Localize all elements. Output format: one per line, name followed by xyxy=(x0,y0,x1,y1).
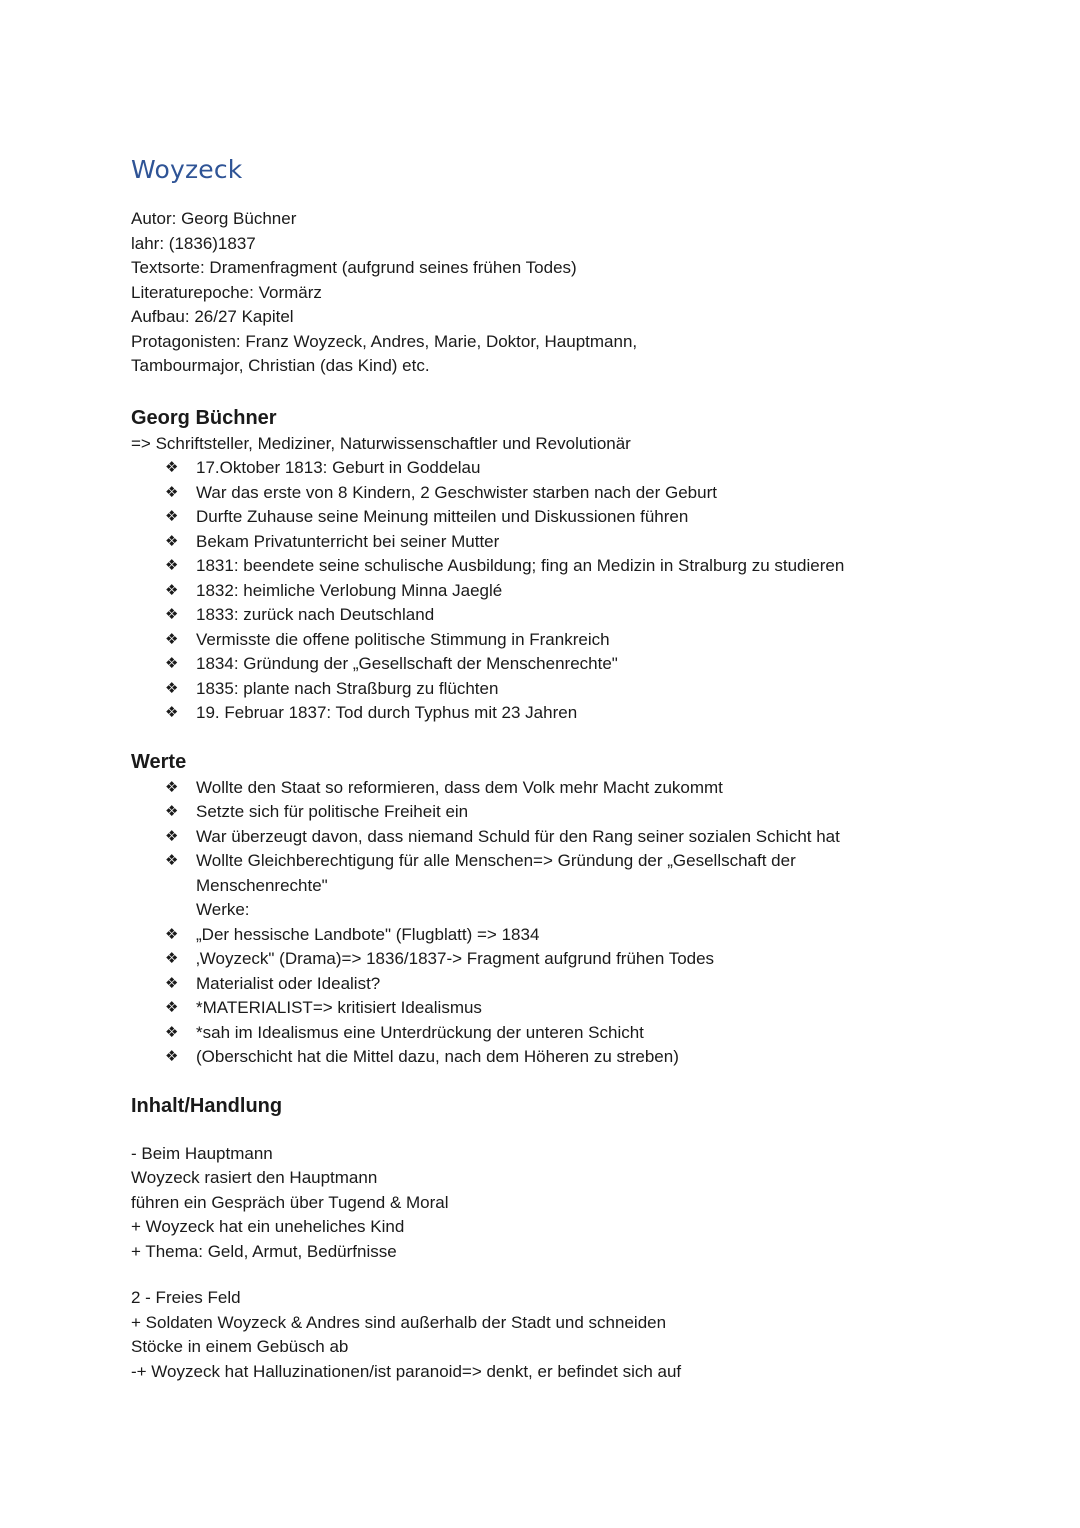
meta-year: lahr: (1836)1837 xyxy=(131,233,256,253)
bullet-list xyxy=(131,776,951,1070)
diamond-bullet-icon: ❖ xyxy=(165,974,179,992)
meta-epoch: Literaturepoche: Vormärz xyxy=(131,282,322,302)
list-item: ❖ Materialist oder Idealist? xyxy=(165,972,951,997)
list-item: ❖ ‚Woyzeck" (Drama)=> 1836/1837-> Fragment aufgrund frühen Todes xyxy=(165,947,951,972)
document-title: Woyzeck xyxy=(131,155,243,184)
section-inhalt-handlung xyxy=(131,1092,951,1385)
paragraph-scene-1 xyxy=(131,1142,951,1265)
meta-protagonists: Protagonisten: Franz Woyzeck, Andres, Marie, Doktor, Hauptmann, xyxy=(131,331,638,351)
meta-protagonists-cont: Tambourmajor, Christian (das Kind) etc. xyxy=(131,356,430,375)
bullet-list xyxy=(131,456,951,726)
list-item: ❖ War überzeugt davon, dass niemand Schuld für den Rang seiner sozialen Schicht hat xyxy=(165,825,951,850)
list-item: ❖ 1834: Gründung der „Gesellschaft der Menschenrechte" xyxy=(165,652,951,677)
diamond-bullet-icon: ❖ xyxy=(165,630,179,648)
list-item: ❖ Bekam Privatunterricht bei seiner Mutter xyxy=(165,530,951,555)
text-line: - Beim Hauptmann xyxy=(131,1143,273,1163)
diamond-bullet-icon: ❖ xyxy=(165,557,179,574)
list-item-continuation: Menschenrechte" xyxy=(196,875,328,895)
meta-structure: Aufbau: 26/27 Kapitel xyxy=(131,307,294,326)
section-heading: Inhalt/Handlung xyxy=(131,1094,283,1117)
list-item: ❖ Wollte Gleichberechtigung für alle Menschen=> Gründung der „Gesellschaft der xyxy=(165,849,951,874)
meta-author: Autor: Georg Büchner xyxy=(131,209,297,228)
diamond-bullet-icon: ❖ xyxy=(165,704,179,721)
list-item: ❖ Vermisste die offene politische Stimmung in Frankreich xyxy=(165,628,951,653)
diamond-bullet-icon: ❖ xyxy=(165,950,179,967)
diamond-bullet-icon: ❖ xyxy=(165,999,179,1016)
list-item-continuation: Werke: xyxy=(196,900,250,919)
list-item: ❖ *sah im Idealismus eine Unterdrückung der unteren Schicht xyxy=(165,1021,951,1046)
paragraph-scene-2 xyxy=(131,1286,951,1384)
text-line: -+ Woyzeck hat Halluzinationen/ist paranoid=> denkt, er befindet sich auf xyxy=(131,1361,682,1381)
diamond-bullet-icon: ❖ xyxy=(165,925,179,943)
list-item: ❖ Setzte sich für politische Freiheit ein xyxy=(165,800,951,825)
diamond-bullet-icon: ❖ xyxy=(165,803,179,820)
section-georg-buechner xyxy=(131,404,951,726)
list-item: ❖ 1832: heimliche Verlobung Minna Jaeglé xyxy=(165,579,951,604)
list-item: ❖ *MATERIALIST=> kritisiert Idealismus xyxy=(165,996,951,1021)
meta-text-type: Textsorte: Dramenfragment (aufgrund seines frühen Todes) xyxy=(131,258,577,277)
list-item: ❖ 17.Oktober 1813: Geburt in Goddelau xyxy=(165,456,951,481)
list-item: ❖ War das erste von 8 Kindern, 2 Geschwister starben nach der Geburt xyxy=(165,481,951,506)
diamond-bullet-icon: ❖ xyxy=(165,508,179,525)
list-item: ❖ 1831: beendete seine schulische Ausbildung; fing an Medizin in Stralburg zu studieren xyxy=(165,554,951,579)
text-line: + Thema: Geld, Armut, Bedürfnisse xyxy=(131,1241,397,1261)
text-line: Stöcke in einem Gebüsch ab xyxy=(131,1337,349,1356)
list-item: ❖ 19. Februar 1837: Tod durch Typhus mit 23 Jahren xyxy=(165,701,951,726)
diamond-bullet-icon: ❖ xyxy=(165,483,179,501)
diamond-bullet-icon: ❖ xyxy=(165,655,179,672)
section-heading: Werte xyxy=(131,750,187,773)
text-line: + Soldaten Woyzeck & Andres sind außerhalb der Stadt und schneiden xyxy=(131,1312,667,1332)
list-item: ❖ (Oberschicht hat die Mittel dazu, nach dem Höheren zu streben) xyxy=(165,1045,951,1070)
diamond-bullet-icon: ❖ xyxy=(165,581,179,599)
diamond-bullet-icon: ❖ xyxy=(165,1023,179,1041)
section-heading: Georg Büchner xyxy=(131,406,277,429)
text-line: führen ein Gespräch über Tugend & Moral xyxy=(131,1192,449,1212)
list-item: ❖ „Der hessische Landbote" (Flugblatt) => 1834 xyxy=(165,923,951,948)
diamond-bullet-icon: ❖ xyxy=(165,459,179,476)
diamond-bullet-icon: ❖ xyxy=(165,606,179,623)
meta-block xyxy=(131,207,951,379)
diamond-bullet-icon: ❖ xyxy=(165,852,179,869)
diamond-bullet-icon: ❖ xyxy=(165,1048,179,1065)
diamond-bullet-icon: ❖ xyxy=(165,679,179,697)
section-werte xyxy=(131,748,951,1070)
document-page xyxy=(131,150,951,1384)
list-item: ❖ Durfte Zuhause seine Meinung mitteilen und Diskussionen führen xyxy=(165,505,951,530)
text-line: Woyzeck rasiert den Hauptmann xyxy=(131,1168,378,1187)
diamond-bullet-icon: ❖ xyxy=(165,778,179,796)
diamond-bullet-icon: ❖ xyxy=(165,827,179,845)
diamond-bullet-icon: ❖ xyxy=(165,532,179,550)
list-item: ❖ Wollte den Staat so reformieren, dass dem Volk mehr Macht zukommt xyxy=(165,776,951,801)
section-intro: => Schriftsteller, Mediziner, Naturwissenschaftler und Revolutionär xyxy=(131,433,631,453)
text-line: 2 - Freies Feld xyxy=(131,1288,241,1307)
list-item: ❖ 1833: zurück nach Deutschland xyxy=(165,603,951,628)
list-item: ❖ 1835: plante nach Straßburg zu flüchten xyxy=(165,677,951,702)
text-line: + Woyzeck hat ein uneheliches Kind xyxy=(131,1217,405,1236)
